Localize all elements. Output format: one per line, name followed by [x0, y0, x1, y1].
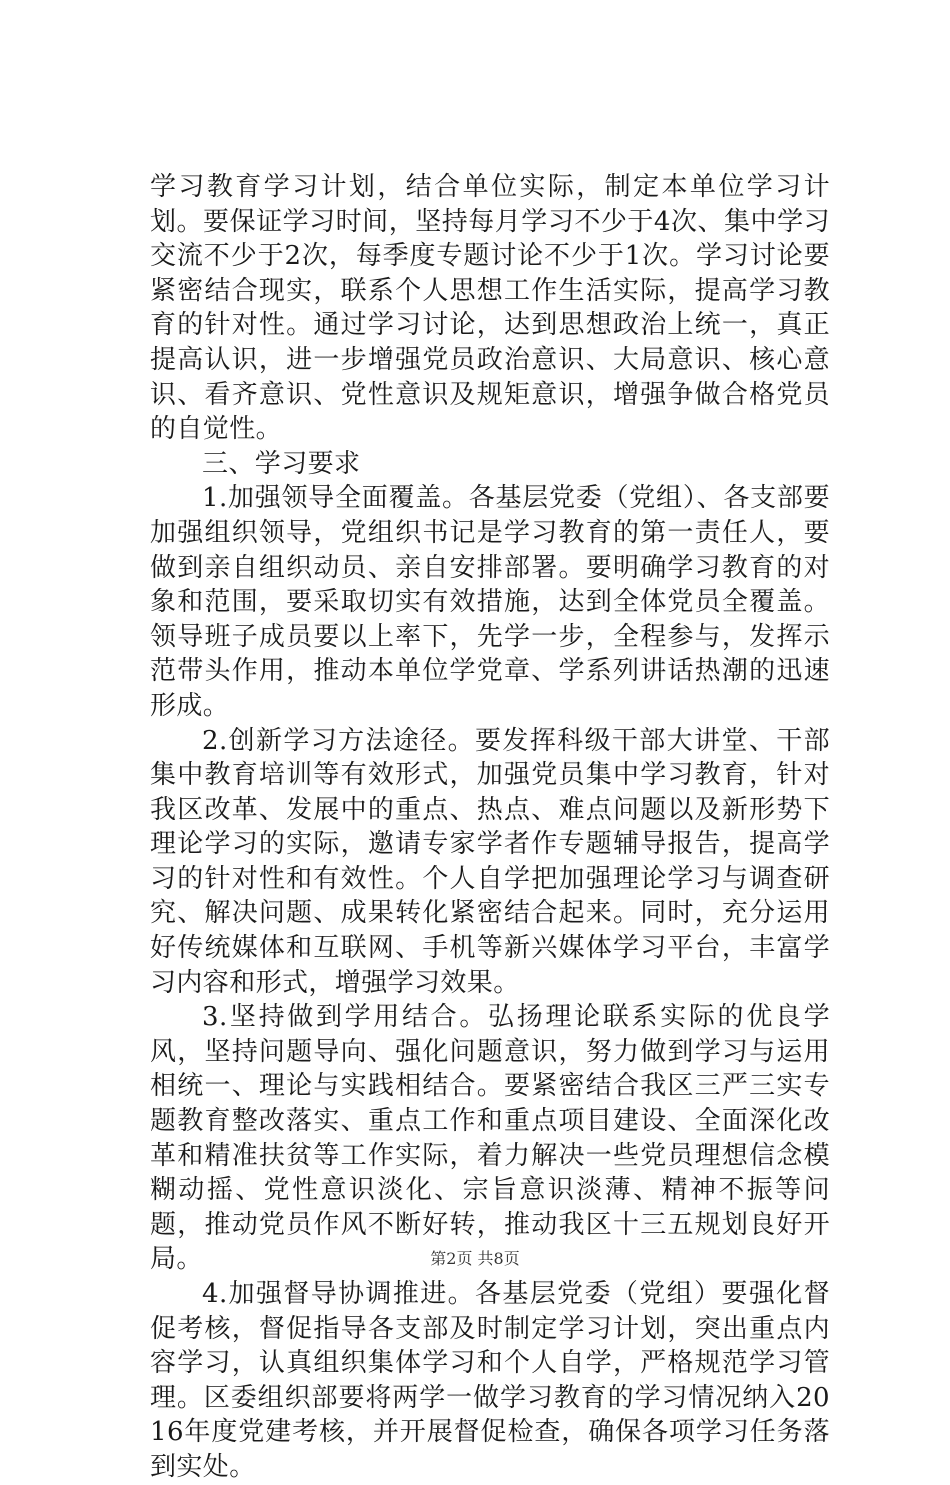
paragraph-item-3: 3.坚持做到学用结合。弘扬理论联系实际的优良学风，坚持问题导向、强化问题意识，努力做到学习与运用相统一、理论与实践相结合。要紧密结合我区三严三实专题教育整改落实、重点工作和重点项目建设、全面深化改革和精准扶贫等工作实际，着力解决一些党员理想信念模糊动摇、党性意识淡化、宗旨意识淡薄、精神不振等问题，推动党员作风不断好转，推动我区十三五规划良好开局。	[150, 1002, 830, 1275]
paragraph-item-2: 2.创新学习方法途径。要发挥科级干部大讲堂、干部集中教育培训等有效形式，加强党员集中学习教育，针对我区改革、发展中的重点、热点、难点问题以及新形势下理论学习的实际，邀请专家学者作专题辅导报告，提高学习的针对性和有效性。个人自学把加强理论学习与调查研究、解决问题、成果转化紧密结合起来。同时，充分运用好传统媒体和互联网、手机等新兴媒体学习平台，丰富学习内容和形式，增强学习效果。	[150, 725, 830, 998]
paragraph-continuation: 学习教育学习计划，结合单位实际，制定本单位学习计划。要保证学习时间，坚持每月学习不少于4次、集中学习交流不少于2次，每季度专题讨论不少于1次。学习讨论要紧密结合现实，联系个人思想工作生活实际，提高学习教育的针对性。通过学习讨论，达到思想政治上统一，真正提高认识，进一步增强党员政治意识、大局意识、核心意识、看齐意识、党性意识及规矩意识，增强争做合格党员的自觉性。	[150, 172, 830, 445]
paragraph-item-4: 4.加强督导协调推进。各基层党委（党组）要强化督促考核，督促指导各支部及时制定学习计划，突出重点内容学习，认真组织集体学习和个人自学，严格规范学习管理。区委组织部要将两学一做学习教育的学习情况纳入2016年度党建考核，并开展督促检查，确保各项学习任务落到实处。	[150, 1279, 830, 1482]
document-body	[150, 170, 830, 1485]
paragraph-item-1: 1.加强领导全面覆盖。各基层党委（党组）、各支部要加强组织领导，党组织书记是学习教育的第一责任人，要做到亲自组织动员、亲自安排部署。要明确学习教育的对象和范围，要采取切实有效措施，达到全体党员全覆盖。领导班子成员要以上率下，先学一步，全程参与，发挥示范带头作用，推动本单位学党章、学系列讲话热潮的迅速形成。	[150, 483, 830, 721]
section-heading: 三、学习要求	[202, 448, 361, 479]
page-footer: 第2页 共8页	[430, 1249, 520, 1268]
